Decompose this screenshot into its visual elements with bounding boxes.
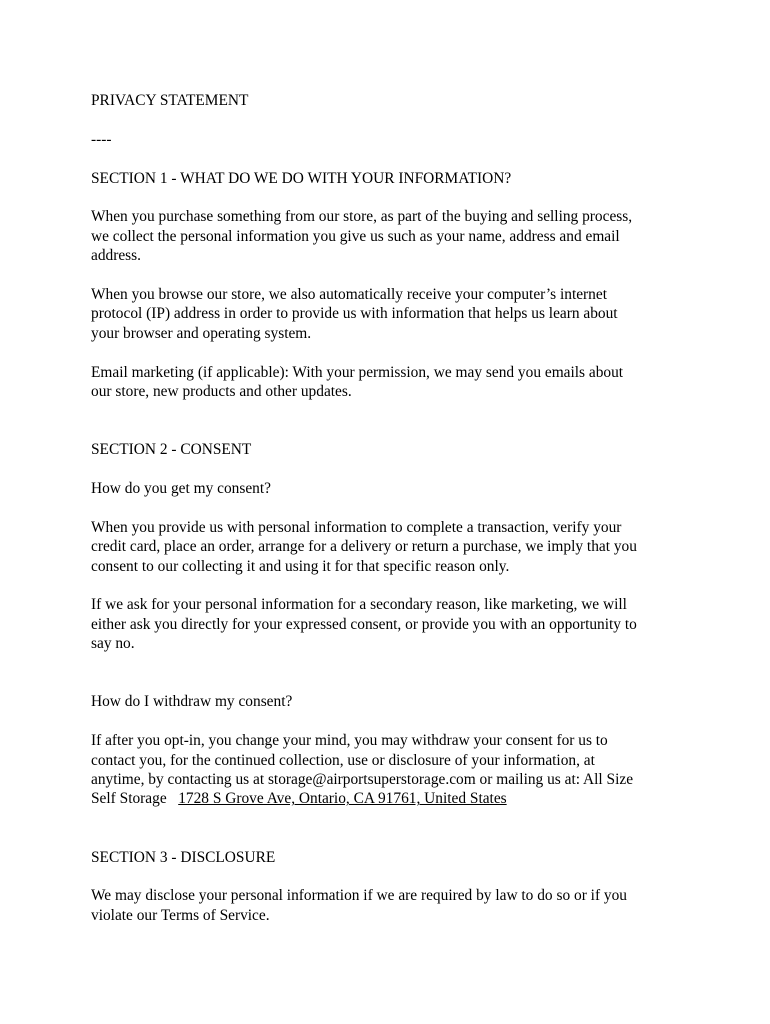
address-prefix: Self Storage xyxy=(91,790,179,808)
section-1-paragraph-3: Email marketing (if applicable): With your permission, we may send you emails about our store, new products and other updates. xyxy=(91,363,624,401)
mailing-address: 1728 S Grove Ave, Ontario, CA 91761, United States xyxy=(178,790,507,808)
section-2-paragraph-3-last-line xyxy=(91,789,681,808)
document-page xyxy=(91,91,681,925)
document-title: PRIVACY STATEMENT xyxy=(91,92,249,109)
section-2-heading: SECTION 2 - CONSENT xyxy=(91,441,252,459)
section-1-paragraph-1: When you purchase something from our store, as part of the buying and selling process, we collect the personal information you give us such as your name, address and email address. xyxy=(91,208,633,265)
section-2-question-2: How do I withdraw my consent? xyxy=(91,693,293,711)
section-1-paragraph-2: When you browse our store, we also automatically receive your computer’s internet protocol (IP) address in order to provide us with information that helps us learn about your browser and operating system. xyxy=(91,286,618,342)
section-2-paragraph-3: If after you opt-in, you change your mind, you may withdraw your consent for us to contact you, for the continued collection, use or disclosure of your information, at anytime, by contacting us at storage@airportsuperstorage.com or mailing us at: All Size xyxy=(91,732,634,789)
divider-text: ---- xyxy=(91,130,112,148)
section-3-paragraph-1: We may disclose your personal information if we are required by law to do so or if you violate our Terms of Service. xyxy=(91,887,628,924)
section-2-paragraph-2: If we ask for your personal information for a secondary reason, like marketing, we will either ask you directly for your expressed consent, or provide you with an opportunity to say no. xyxy=(91,596,637,653)
section-1-heading: SECTION 1 - WHAT DO WE DO WITH YOUR INFORMATION? xyxy=(91,169,512,187)
section-3-heading: SECTION 3 - DISCLOSURE xyxy=(91,848,276,866)
section-2-paragraph-1: When you provide us with personal information to complete a transaction, verify your credit card, place an order, arrange for a delivery or return a purchase, we imply that you consent to our collecting it and using it for that specific reason only. xyxy=(91,518,637,575)
section-2-question-1: How do you get my consent? xyxy=(91,480,271,498)
